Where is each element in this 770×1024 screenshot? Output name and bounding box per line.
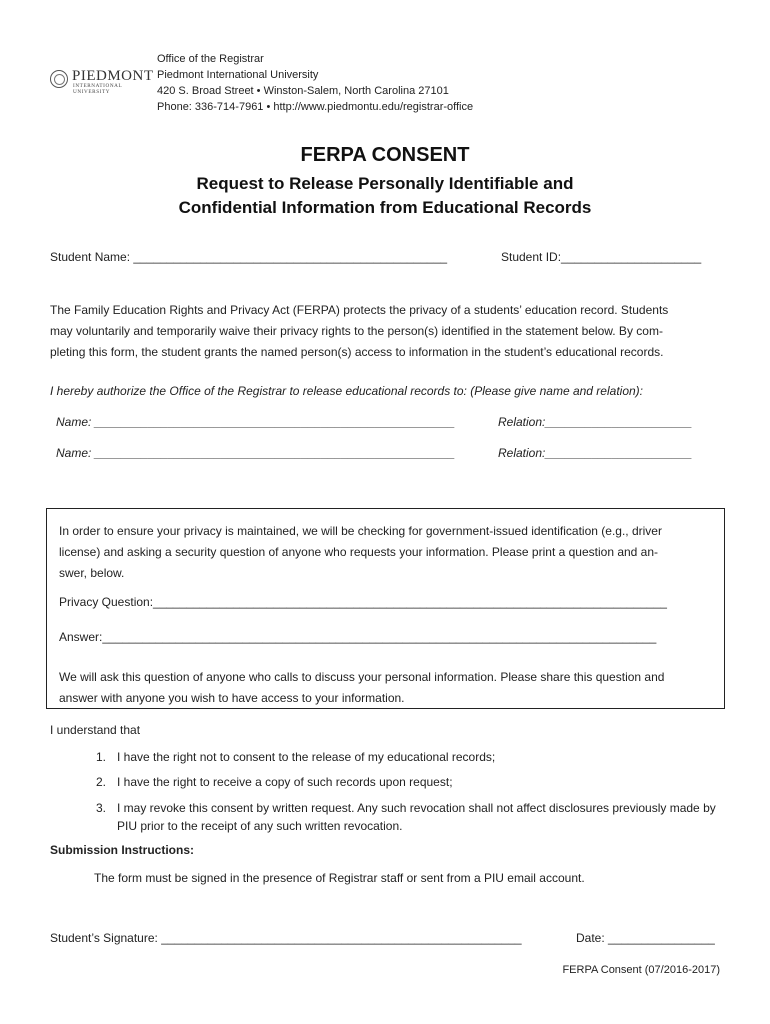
logo-wordmark: PIEDMONT bbox=[72, 68, 154, 84]
intro-line-1: The Family Education Rights and Privacy Act (FERPA) protects the privacy of a students’ education record. Students bbox=[50, 303, 669, 317]
privacy-box-line-3: swer, below. bbox=[59, 566, 125, 580]
list-item-text: I have the right to receive a copy of such records upon request; bbox=[117, 775, 453, 789]
form-subtitle-1: Request to Release Personally Identifiable and bbox=[196, 174, 574, 193]
privacy-box-line-2: license) and asking a security question of anyone who requests your information. Please print a question and an- bbox=[59, 545, 659, 559]
header-line-office: Office of the Registrar bbox=[157, 53, 264, 65]
list-item-text: I may revoke this consent by written request. Any such revocation shall not affect disclosures previously made by PIU prior to the receipt of any such written revocation. bbox=[117, 801, 716, 833]
list-item-number: 1. bbox=[96, 750, 107, 764]
date-field[interactable]: Date: ________________ bbox=[576, 931, 715, 945]
submission-heading: Submission Instructions: bbox=[50, 843, 195, 857]
student-name-field[interactable]: Student Name: _______________________________________________ bbox=[50, 250, 448, 264]
recipient-name-field-1[interactable]: Name: ______________________________________________________ bbox=[56, 415, 456, 429]
seal-icon bbox=[50, 70, 68, 88]
intro-line-3: pleting this form, the student grants the named person(s) access to information in the student’s educational records. bbox=[50, 345, 664, 359]
header-line-address: 420 S. Broad Street • Winston-Salem, North Carolina 27101 bbox=[157, 85, 449, 97]
recipient-relation-field-2[interactable]: Relation:______________________ bbox=[498, 446, 693, 460]
recipient-relation-field-1[interactable]: Relation:______________________ bbox=[498, 415, 693, 429]
form-version-footer: FERPA Consent (07/2016-2017) bbox=[562, 964, 720, 976]
university-logo bbox=[50, 68, 154, 95]
header-line-university: Piedmont International University bbox=[157, 69, 319, 81]
form-subtitle-2: Confidential Information from Educational Records bbox=[178, 198, 592, 217]
list-item-text: I have the right not to consent to the release of my educational records; bbox=[117, 750, 496, 764]
list-item-number: 3. bbox=[96, 801, 107, 815]
privacy-box-line-1: In order to ensure your privacy is maintained, we will be checking for government-issued identification (e.g., driver bbox=[59, 524, 662, 538]
understand-heading: I understand that bbox=[50, 723, 141, 737]
privacy-box-closing-2: answer with anyone you wish to have access to your information. bbox=[59, 691, 405, 705]
intro-line-2: may voluntarily and temporarily waive their privacy rights to the person(s) identified in the statement below. By com- bbox=[50, 324, 663, 338]
student-id-field[interactable]: Student ID:_____________________ bbox=[501, 250, 702, 264]
authorization-statement: I hereby authorize the Office of the Registrar to release educational records to: (Please give name and relation): bbox=[50, 384, 643, 398]
recipient-name-field-2[interactable]: Name: ______________________________________________________ bbox=[56, 446, 456, 460]
header-line-phone: Phone: 336-714-7961 • http://www.piedmontu.edu/registrar-office bbox=[157, 101, 474, 113]
logo-subtitle: INTERNATIONAL UNIVERSITY bbox=[73, 83, 123, 95]
privacy-question-field[interactable]: Privacy Question:_____________________________________________________________________________ bbox=[59, 595, 667, 609]
privacy-answer-field[interactable]: Answer:___________________________________________________________________________________ bbox=[59, 630, 657, 644]
privacy-question-box bbox=[46, 508, 725, 709]
signature-field[interactable]: Student’s Signature: ______________________________________________________ bbox=[50, 931, 522, 945]
list-item-number: 2. bbox=[96, 775, 107, 789]
privacy-box-closing-1: We will ask this question of anyone who calls to discuss your personal information. Please share this question and bbox=[59, 670, 665, 684]
submission-text: The form must be signed in the presence of Registrar staff or sent from a PIU email account. bbox=[94, 871, 585, 885]
form-title: FERPA CONSENT bbox=[300, 144, 470, 166]
